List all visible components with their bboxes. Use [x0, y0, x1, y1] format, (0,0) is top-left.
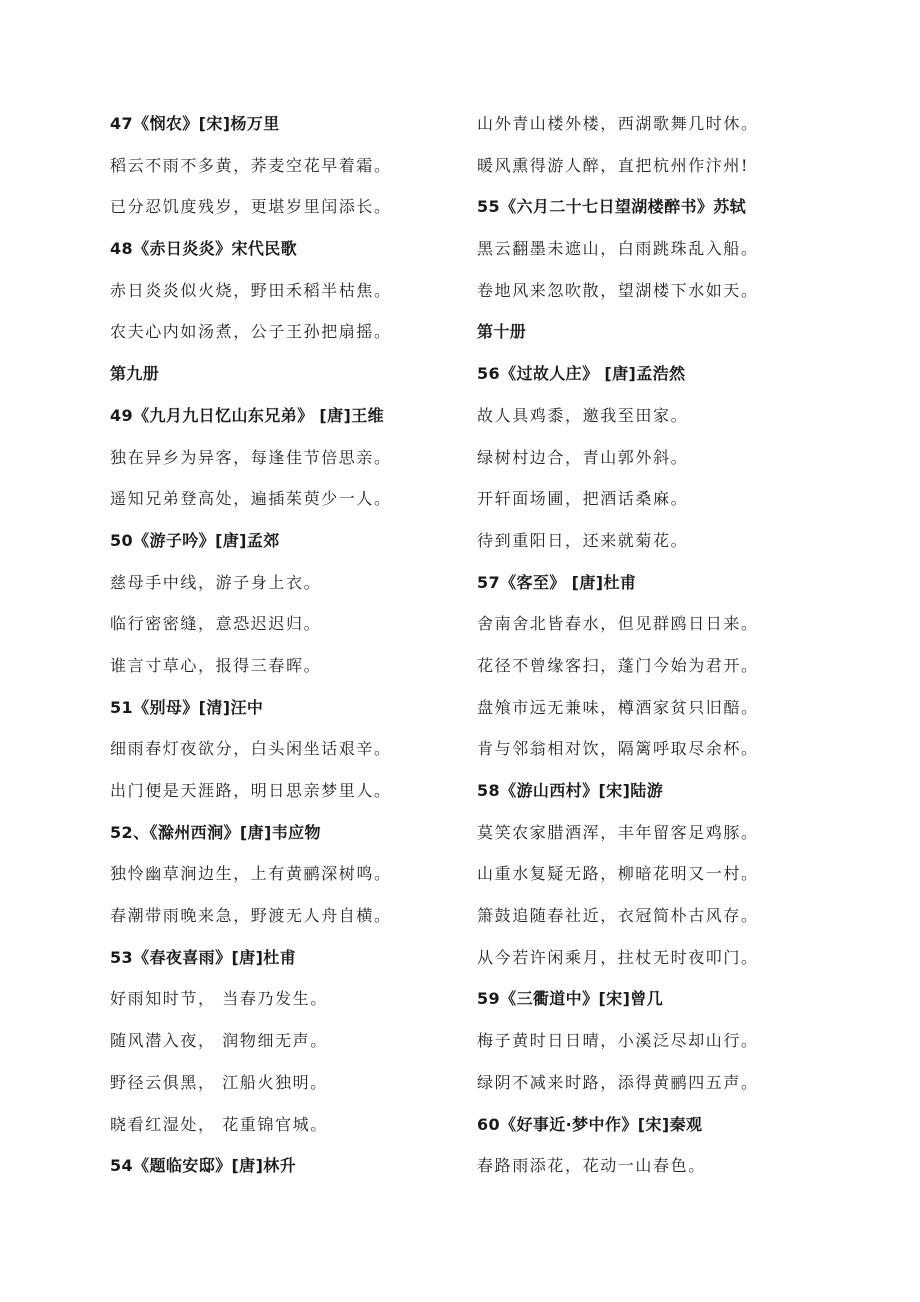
poem-line: 卷地风来忽吹散，望湖楼下水如天。 — [477, 280, 759, 300]
poem-heading: 第九册 — [110, 364, 160, 384]
poem-heading: 47《悯农》[宋]杨万里 — [110, 114, 280, 133]
poem-line: 莫笑农家腊酒浑，丰年留客足鸡豚。 — [477, 822, 759, 842]
poem-line: 出门便是天涯路，明日思亲梦里人。 — [110, 781, 392, 800]
poem-line: 赤日炎炎似火烧，野田禾稻半枯焦。 — [110, 280, 392, 300]
poem-line: 春潮带雨晚来急，野渡无人舟自横。 — [110, 906, 392, 926]
poem-line: 稻云不雨不多黄，荞麦空花早着霜。 — [110, 155, 392, 175]
poem-line: 已分忍饥度残岁，更堪岁里闰添长。 — [110, 197, 392, 217]
poem-line: 随风潜入夜， 润物细无声。 — [110, 1031, 328, 1051]
left-column — [110, 103, 510, 1187]
poem-line: 农夫心内如汤煮，公子王孙把扇摇。 — [110, 322, 392, 342]
poem-line: 从今若许闲乘月，拄杖无时夜叩门。 — [477, 947, 759, 967]
poem-line: 独怜幽草涧边生，上有黄鹂深树鸣。 — [110, 864, 392, 884]
poem-line: 花径不曾缘客扫，蓬门今始为君开。 — [477, 655, 759, 675]
poem-line: 谁言寸草心，报得三春晖。 — [110, 655, 322, 675]
poem-line: 细雨春灯夜欲分，白头闲坐话艰辛。 — [110, 739, 392, 759]
poem-line: 故人具鸡黍，邀我至田家。 — [477, 405, 689, 425]
poem-heading: 第十册 — [477, 322, 527, 342]
poem-heading: 49《九月九日忆山东兄弟》 [唐]王维 — [110, 405, 385, 425]
poem-heading: 50《游子吟》[唐]孟郊 — [110, 530, 280, 550]
poem-heading: 57《客至》 [唐]杜甫 — [477, 572, 637, 592]
poem-line: 山重水复疑无路，柳暗花明又一村。 — [477, 864, 759, 884]
poem-line: 肯与邻翁相对饮，隔篱呼取尽余杯。 — [477, 739, 759, 759]
poem-heading: 55《六月二十七日望湖楼醉书》苏轼 — [477, 197, 747, 217]
poem-line: 黑云翻墨未遮山，白雨跳珠乱入船。 — [477, 239, 759, 259]
poem-heading: 52、《滁州西涧》[唐]韦应物 — [110, 822, 321, 842]
poem-heading: 54《题临安邸》[唐]林升 — [110, 1156, 297, 1176]
poem-heading: 51《别母》[清]汪中 — [110, 697, 264, 717]
poem-line: 盘飧市远无兼味，樽酒家贫只旧醅。 — [477, 697, 759, 717]
poem-line: 独在异乡为异客，每逢佳节倍思亲。 — [110, 447, 392, 467]
poem-line: 待到重阳日，还来就菊花。 — [477, 530, 689, 550]
poem-heading: 60《好事近·梦中作》[宋]秦观 — [477, 1114, 703, 1134]
poem-line: 春路雨添花，花动一山春色。 — [477, 1156, 706, 1176]
poem-line: 绿阴不减来时路，添得黄鹂四五声。 — [477, 1072, 759, 1092]
poem-line: 山外青山楼外楼，西湖歌舞几时休。 — [477, 114, 759, 133]
poem-line: 暖风熏得游人醉，直把杭州作汴州! — [477, 155, 750, 175]
poem-line: 遥知兄弟登高处，遍插茱萸少一人。 — [110, 489, 392, 509]
poem-line: 好雨知时节， 当春乃发生。 — [110, 989, 328, 1009]
poem-heading: 56《过故人庄》 [唐]孟浩然 — [477, 364, 686, 384]
poem-line: 开轩面场圃，把酒话桑麻。 — [477, 489, 689, 509]
right-column — [477, 103, 877, 1187]
poem-line: 野径云俱黑， 江船火独明。 — [110, 1072, 328, 1092]
poem-line: 梅子黄时日日晴，小溪泛尽却山行。 — [477, 1031, 759, 1051]
poem-heading: 48《赤日炎炎》宋代民歌 — [110, 239, 298, 259]
poem-line: 临行密密缝，意恐迟迟归。 — [110, 614, 322, 634]
poem-line: 舍南舍北皆春水，但见群鸥日日来。 — [477, 614, 759, 634]
poem-heading: 53《春夜喜雨》[唐]杜甫 — [110, 947, 297, 967]
poem-line: 绿树村边合，青山郭外斜。 — [477, 447, 689, 467]
poem-line: 箫鼓追随春社近，衣冠简朴古风存。 — [477, 906, 759, 926]
poem-heading: 58《游山西村》[宋]陆游 — [477, 781, 664, 800]
poem-heading: 59《三衢道中》[宋]曾几 — [477, 989, 664, 1009]
poem-line: 晓看红湿处， 花重锦官城。 — [110, 1114, 328, 1134]
poem-line: 慈母手中线，游子身上衣。 — [110, 572, 322, 592]
